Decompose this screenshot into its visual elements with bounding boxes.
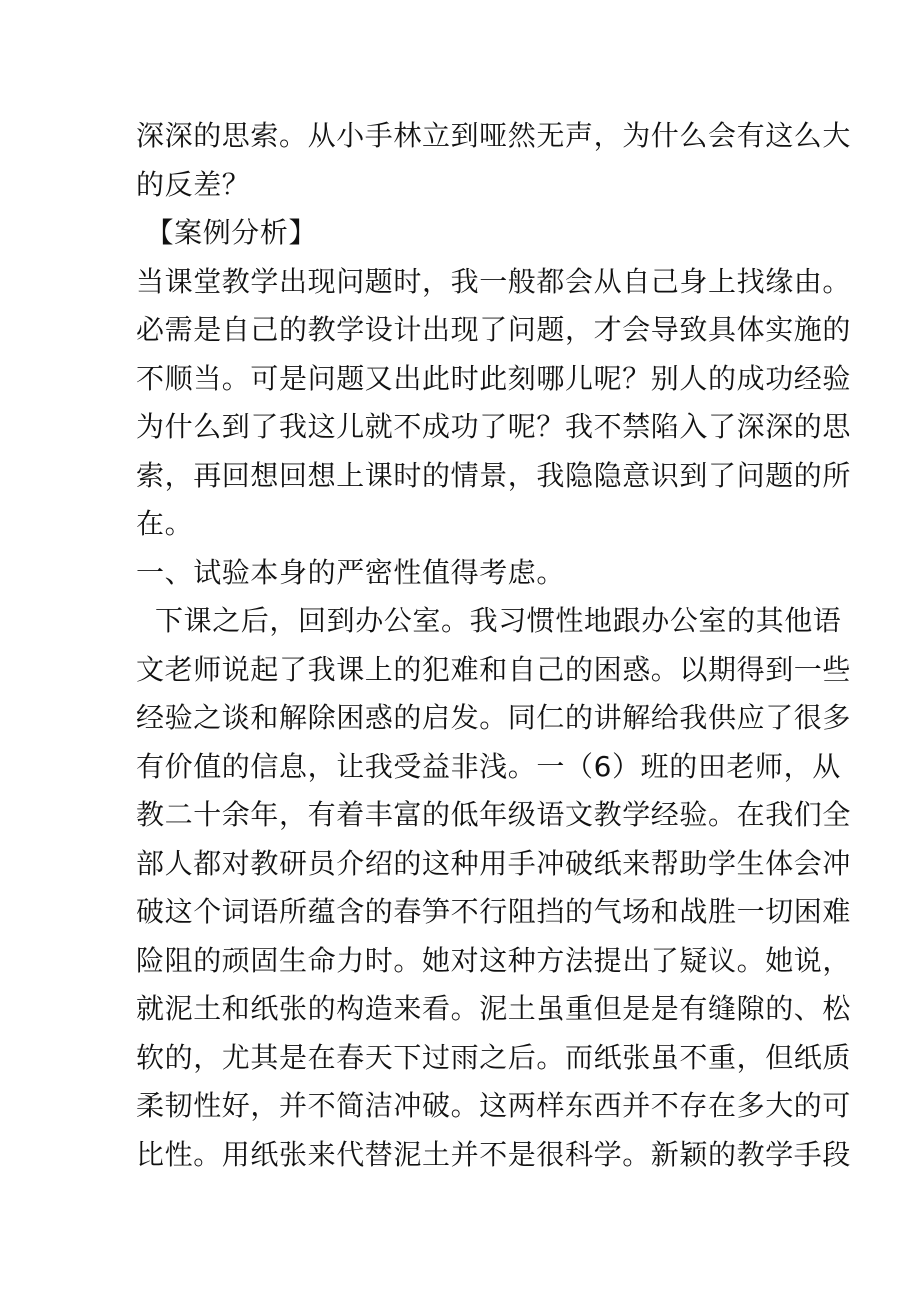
text-line: 破这个词语所蕴含的春笋不行阻挡的气场和战胜一切困难 [136, 895, 852, 928]
text-line: 为什么到了我这儿就不成功了呢？我不禁陷入了深深的思 [136, 410, 852, 443]
text-line: 软的，尤其是在春天下过雨之后。而纸张虽不重，但纸质 [136, 1040, 852, 1074]
text-line: 教二十余年，有着丰富的低年级语文教学经验。在我们全 [136, 798, 852, 831]
text-line: 在。 [136, 507, 194, 540]
text-line: 就泥土和纸张的构造来看。泥土虽重但是是有缝隙的、松 [136, 992, 852, 1025]
text-line: 下课之后，回到办公室。我习惯性地跟办公室的其他语 [136, 604, 842, 637]
text-line: 部人都对教研员介绍的这种用手冲破纸来帮助学生体会冲 [136, 846, 852, 880]
text-line: 柔韧性好，并不简洁冲破。这两样东西并不存在多大的可 [136, 1089, 852, 1122]
text-line: 必需是自己的教学设计出现了问题，才会导致具体实施的 [136, 313, 852, 346]
text-line: 深深的思索。从小手林立到哑然无声，为什么会有这么大 [136, 119, 852, 152]
text-line: 索，再回想回想上课时的情景，我隐隐意识到了问题的所 [136, 458, 852, 492]
text-line: 的反差？ [136, 167, 251, 201]
text-line: 有价值的信息，让我受益非浅。一（6）班的田老师，从 [136, 749, 841, 783]
text-line: 经验之谈和解除困惑的启发。同仁的讲解给我供应了很多 [136, 701, 852, 734]
text-line: 文老师说起了我课上的犯难和自己的困惑。以期得到一些 [136, 652, 852, 686]
subsection-heading: 一、试验本身的严密性值得考虑。 [136, 555, 566, 589]
body-text [136, 112, 852, 1179]
text-line: 不顺当。可是问题又出此时此刻哪儿呢？别人的成功经验 [136, 361, 852, 395]
section-heading: 【案例分析】 [136, 216, 318, 249]
text-line: 比性。用纸张来代替泥土并不是很科学。新颖的教学手段 [136, 1137, 852, 1171]
text-line: 当课堂教学出现问题时，我一般都会从自己身上找缘由。 [136, 264, 852, 298]
text-line: 险阻的顽固生命力时。她对这种方法提出了疑议。她说， [136, 943, 852, 977]
